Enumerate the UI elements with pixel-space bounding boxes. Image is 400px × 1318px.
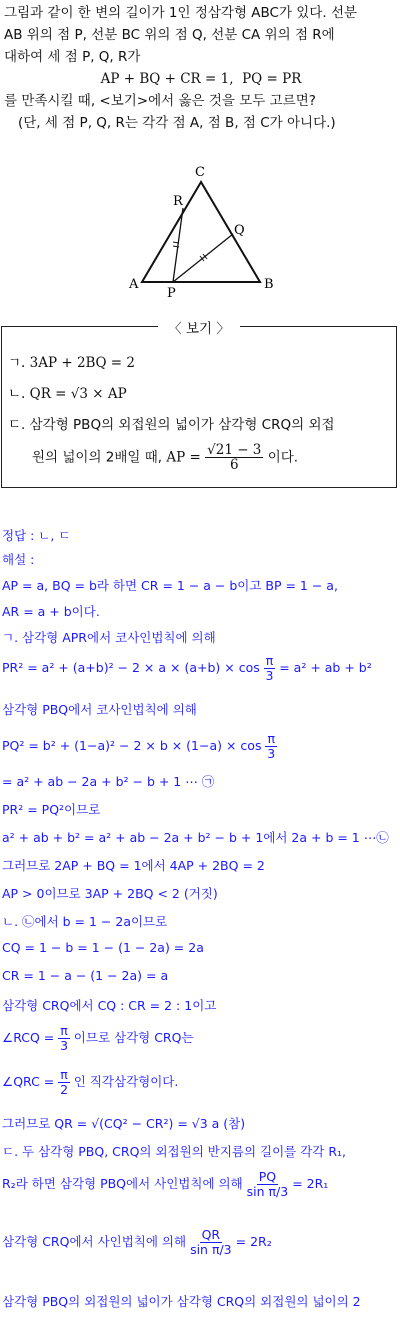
label-b: B xyxy=(264,277,274,292)
sol-line-21-a: 삼각형 CRQ에서 사인법칙에 의해 xyxy=(2,1234,187,1249)
question-line-2: AB 위의 점 P, 선분 BC 위의 점 Q, 선분 CA 위의 점 R에 xyxy=(4,27,335,43)
sol-line-16-b: 이므로 삼각형 CRQ는 xyxy=(73,1030,194,1045)
sol-line-20 xyxy=(2,1170,328,1199)
sol-line-5: 삼각형 PBQ에서 코사인법칙에 의해 xyxy=(2,702,197,717)
bogi-item-3-cont xyxy=(32,443,298,472)
sol-line-17-frac xyxy=(58,1068,70,1097)
answer: 정답 : ㄴ, ㄷ xyxy=(2,528,71,543)
sol-line-22: 삼각형 PBQ의 외접원의 넓이가 삼각형 CRQ의 외접원의 넓이의 2 xyxy=(2,1294,361,1309)
bogi-item-3-ap: AP = xyxy=(166,449,201,466)
sol-line-13: CQ = 1 − b = 1 − (1 − 2a) = 2a xyxy=(2,940,204,955)
explanation-label: 해설 : xyxy=(2,552,35,567)
segment-pq xyxy=(173,234,233,282)
sol-line-16-frac xyxy=(58,1024,70,1053)
condition-sum: AP + BQ + CR = 1, xyxy=(100,71,234,87)
sol-line-19: ㄷ. 두 삼각형 PBQ, CRQ의 외접원의 반지름의 길이를 각각 R₁, xyxy=(2,1144,347,1159)
question xyxy=(4,2,398,134)
sol-line-12: ㄴ. ㉡에서 b = 1 − 2a이므로 xyxy=(2,914,168,929)
sol-line-1: AP = a, BQ = b라 하면 CR = 1 − a − b이고 BP = 1 − a, xyxy=(2,578,338,593)
frac-den: 3 xyxy=(265,668,274,683)
sol-line-4-frac xyxy=(264,654,276,683)
fraction-numerator: √21 − 3 xyxy=(207,442,262,458)
sol-line-20-a: R₂라 하면 삼각형 PBQ에서 사인법칙에 의해 xyxy=(2,1176,243,1191)
angle-qrc: ∠QRC = xyxy=(2,1074,55,1089)
sol-line-2: AR = a + b이다. xyxy=(2,604,100,619)
sol-line-11: AP > 0이므로 3AP + 2BQ < 2 (거짓) xyxy=(2,886,218,901)
sol-line-4-a: PR² = a² + (a+b)² − 2 × a × (a+b) × cos xyxy=(2,660,260,675)
bogi-fraction xyxy=(205,443,263,472)
frac-num: PQ xyxy=(258,1169,277,1184)
label-c: C xyxy=(195,165,205,180)
frac-num: QR xyxy=(201,1227,221,1242)
bogi-item-3: ㄷ. 삼각형 PBQ의 외접원의 넓이가 삼각형 CRQ의 외접 xyxy=(8,417,335,433)
bogi-title: 〈 보기 〉 xyxy=(158,321,240,337)
label-p: P xyxy=(167,286,176,300)
sol-line-16 xyxy=(2,1024,194,1053)
bogi-item-3-text: 원의 넓이의 2배일 때, xyxy=(32,449,163,466)
frac-num: π xyxy=(60,1023,68,1038)
bogi-item-3-end: 이다. xyxy=(267,449,299,466)
sol-line-4 xyxy=(2,654,372,683)
sol-line-20-b: = 2R₁ xyxy=(292,1176,329,1191)
sol-line-15: 삼각형 CRQ에서 CQ : CR = 2 : 1이고 xyxy=(2,998,217,1013)
sol-line-10: 그러므로 2AP + BQ = 1에서 4AP + 2BQ = 2 xyxy=(2,858,265,873)
frac-num: π xyxy=(267,731,275,746)
question-line-6: (단, 세 점 P, Q, R는 각각 점 A, 점 B, 점 C가 아니다.) xyxy=(18,115,336,131)
sol-line-18: 그러므로 QR = √(CQ² − CR²) = √3 a (참) xyxy=(2,1116,246,1131)
question-line-3: 대하여 세 점 P, Q, R가 xyxy=(4,49,141,65)
frac-num: π xyxy=(60,1067,68,1082)
condition-line xyxy=(4,68,398,90)
sol-line-14: CR = 1 − a − (1 − 2a) = a xyxy=(2,968,169,983)
sol-line-7: = a² + ab − 2a + b² − b + 1 ⋯ ㉠ xyxy=(2,774,215,789)
label-a: A xyxy=(129,277,139,292)
sol-line-17 xyxy=(2,1068,178,1097)
sol-line-20-frac xyxy=(247,1170,289,1199)
sol-line-6 xyxy=(2,732,277,761)
frac-den: 2 xyxy=(60,1082,69,1097)
frac-den: sin π/3 xyxy=(190,1242,232,1257)
sol-line-4-b: = a² + ab + b² xyxy=(279,660,372,675)
sol-line-21-frac xyxy=(190,1228,232,1257)
triangle-figure xyxy=(115,160,285,300)
label-q: Q xyxy=(234,223,245,238)
frac-den: 3 xyxy=(267,746,276,761)
angle-rcq: ∠RCQ = xyxy=(2,1030,55,1045)
sol-line-6-a: PQ² = b² + (1−a)² − 2 × b × (1−a) × cos xyxy=(2,738,262,753)
sol-line-8: PR² = PQ²이므로 xyxy=(2,802,101,817)
sol-line-21-b: = 2R₂ xyxy=(235,1234,272,1249)
sol-line-21 xyxy=(2,1228,272,1257)
bogi-box xyxy=(1,321,397,488)
frac-den: 3 xyxy=(60,1038,69,1053)
sol-line-6-frac xyxy=(265,732,277,761)
label-r: R xyxy=(173,194,183,209)
condition-equal: PQ = PR xyxy=(242,71,302,87)
sol-line-9: a² + ab + b² = a² + ab − 2a + b² − b + 1에서 2a + b = 1 ⋯㉡ xyxy=(2,830,389,845)
sol-line-17-b: 인 직각삼각형이다. xyxy=(73,1074,179,1089)
sol-line-3: ㄱ. 삼각형 APR에서 코사인법칙에 의해 xyxy=(2,630,216,645)
frac-num: π xyxy=(265,653,274,668)
bogi-item-1: ㄱ. 3AP + 2BQ = 2 xyxy=(8,355,135,371)
question-line-5: 를 만족시킬 때, <보기>에서 옳은 것을 모두 고르면? xyxy=(4,93,316,109)
fraction-denominator: 6 xyxy=(229,457,239,473)
question-line-1: 그림과 같이 한 변의 길이가 1인 정삼각형 ABC가 있다. 선분 xyxy=(4,5,358,21)
frac-den: sin π/3 xyxy=(246,1184,289,1199)
bogi-item-2: ㄴ. QR = √3 × AP xyxy=(8,386,127,402)
